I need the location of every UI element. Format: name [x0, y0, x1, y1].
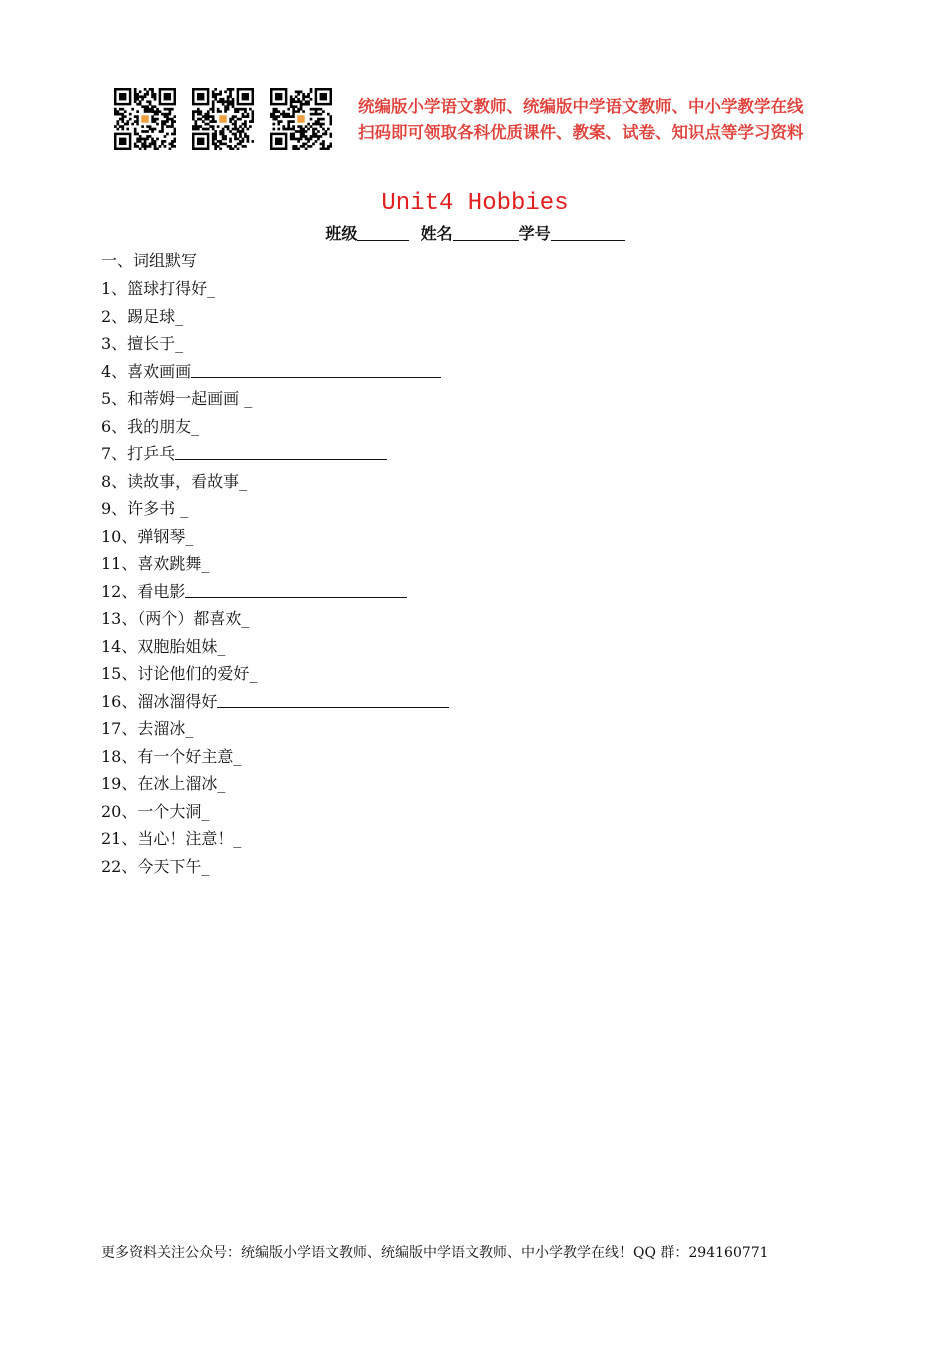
item-text: 16、溜冰溜得好	[101, 691, 218, 711]
list-item	[101, 440, 449, 468]
promo-text	[358, 94, 838, 146]
item-text: 5、和蒂姆一起画画 _	[101, 389, 253, 408]
list-item	[101, 798, 449, 826]
item-text: 22、今天下午_	[101, 856, 210, 876]
class-blank[interactable]	[357, 224, 409, 241]
list-item	[101, 688, 449, 716]
item-text: 18、有一个好主意_	[101, 746, 242, 766]
item-text: 12、看电影	[101, 581, 186, 601]
name-label: 姓名	[420, 224, 453, 243]
item-text: 20、一个大洞_	[101, 801, 210, 821]
item-text: 10、弹钢琴_	[101, 526, 194, 546]
list-item	[101, 468, 449, 496]
list-item	[101, 770, 449, 798]
list-item	[101, 495, 449, 523]
section-heading: 一、词组默写	[101, 251, 198, 270]
item-text: 8、读故事，看故事_	[101, 471, 248, 491]
list-item	[101, 743, 449, 771]
qr-code-icon	[192, 88, 254, 150]
class-label: 班级	[325, 224, 358, 243]
item-text: 2、踢足球_	[101, 306, 184, 326]
item-text: 21、当心！注意！_	[101, 829, 242, 848]
answer-line[interactable]	[191, 361, 441, 378]
item-text: 17、去溜冰_	[101, 719, 194, 738]
list-item	[101, 605, 449, 633]
item-text: 15、讨论他们的爱好_	[101, 664, 258, 683]
item-text: 9、许多书 _	[101, 499, 189, 518]
item-text: 14、双胞胎姐妹_	[101, 636, 226, 656]
answer-line[interactable]	[217, 691, 449, 708]
list-item	[101, 385, 449, 413]
list-item	[101, 523, 449, 551]
list-item	[101, 275, 449, 303]
item-text: 7、打乒乓	[101, 444, 176, 463]
list-item	[101, 715, 449, 743]
id-blank[interactable]	[551, 224, 625, 241]
list-item	[101, 825, 449, 853]
item-text: 3、擅长于_	[101, 334, 184, 353]
promo-line-1: 统编版小学语文教师、统编版中学语文教师、中小学教学在线	[358, 97, 804, 116]
item-text: 11、喜欢跳舞_	[101, 554, 210, 573]
name-blank[interactable]	[453, 224, 519, 241]
student-info-line	[0, 222, 950, 246]
answer-line[interactable]	[185, 581, 407, 598]
list-item	[101, 660, 449, 688]
list-item	[101, 550, 449, 578]
item-text: 4、喜欢画画	[101, 361, 192, 381]
promo-line-2: 扫码即可领取各科优质课件、教案、试卷、知识点等学习资料	[358, 123, 804, 142]
id-label: 学号	[518, 224, 551, 243]
item-text: 6、我的朋友_	[101, 416, 200, 436]
item-text: 19、在冰上溜冰_	[101, 774, 226, 793]
phrase-list	[101, 275, 449, 880]
list-item	[101, 633, 449, 661]
list-item	[101, 358, 449, 386]
list-item	[101, 578, 449, 606]
list-item	[101, 303, 449, 331]
list-item	[101, 853, 449, 881]
item-text: 1、篮球打得好_	[101, 279, 216, 298]
qr-code-icon	[114, 88, 176, 150]
answer-line[interactable]	[175, 443, 387, 460]
page-title: Unit4 Hobbies	[381, 190, 569, 217]
item-text: 13、（两个）都喜欢_	[101, 609, 250, 628]
list-item	[101, 413, 449, 441]
list-item	[101, 330, 449, 358]
qr-code-icon	[270, 88, 332, 150]
promo-header	[114, 88, 844, 154]
footer-text: 更多资料关注公众号：统编版小学语文教师、统编版中学语文教师、中小学教学在线！QQ 群：294160771	[101, 1245, 769, 1261]
